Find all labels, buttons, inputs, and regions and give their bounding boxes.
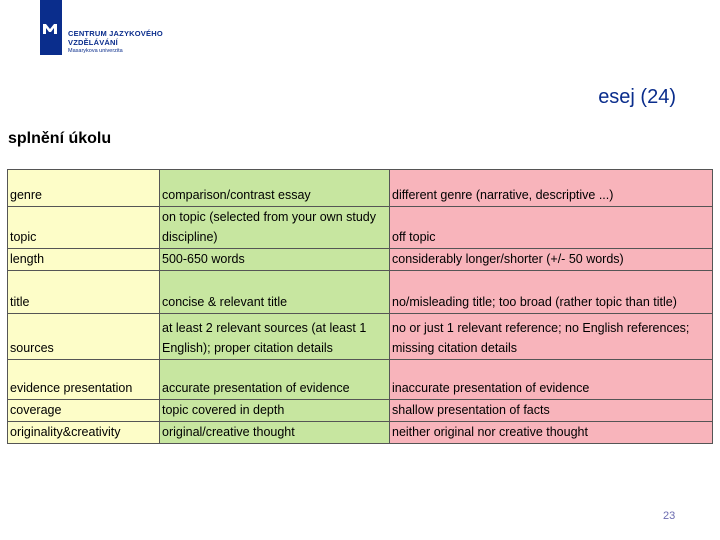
- logo-line-1: CENTRUM JAZYKOVÉHO: [68, 29, 163, 38]
- table-row: [8, 360, 713, 400]
- slide-title: esej (24): [598, 86, 676, 108]
- criterion-cell: originality&creativity: [8, 422, 160, 444]
- logo-line-2: VZDĚLÁVÁNÍ: [68, 38, 118, 47]
- good-cell: comparison/contrast essay: [160, 170, 390, 207]
- table-row: [8, 249, 713, 271]
- bad-cell: no or just 1 relevant reference; no English references; missing citation details: [390, 314, 713, 360]
- table-row: [8, 400, 713, 422]
- good-cell: original/creative thought: [160, 422, 390, 444]
- section-heading: splnění úkolu: [8, 130, 112, 147]
- good-cell: accurate presentation of evidence: [160, 360, 390, 400]
- bad-cell: different genre (narrative, descriptive ...): [390, 170, 713, 207]
- bad-cell: no/misleading title; too broad (rather topic than title): [390, 271, 713, 314]
- table-row: [8, 422, 713, 444]
- bad-cell: shallow presentation of facts: [390, 400, 713, 422]
- logo-subtitle: Masarykova univerzita: [68, 48, 123, 54]
- criterion-cell: coverage: [8, 400, 160, 422]
- criterion-cell: title: [8, 271, 160, 314]
- criterion-cell: evidence presentation: [8, 360, 160, 400]
- good-cell: concise & relevant title: [160, 271, 390, 314]
- bad-cell: off topic: [390, 207, 713, 249]
- page-number: 23: [663, 510, 676, 522]
- institution-logo: [40, 0, 200, 60]
- table-row: [8, 271, 713, 314]
- criterion-cell: length: [8, 249, 160, 271]
- good-cell: on topic (selected from your own study discipline): [160, 207, 390, 249]
- criterion-cell: topic: [8, 207, 160, 249]
- criterion-cell: genre: [8, 170, 160, 207]
- muni-logo-icon: [40, 0, 62, 55]
- table-row: [8, 314, 713, 360]
- bad-cell: neither original nor creative thought: [390, 422, 713, 444]
- table-row: [8, 170, 713, 207]
- good-cell: topic covered in depth: [160, 400, 390, 422]
- bad-cell: considerably longer/shorter (+/- 50 words): [390, 249, 713, 271]
- criteria-table: [7, 169, 713, 444]
- criterion-cell: sources: [8, 314, 160, 360]
- good-cell: 500-650 words: [160, 249, 390, 271]
- bad-cell: inaccurate presentation of evidence: [390, 360, 713, 400]
- table-row: [8, 207, 713, 249]
- good-cell: at least 2 relevant sources (at least 1 English); proper citation details: [160, 314, 390, 360]
